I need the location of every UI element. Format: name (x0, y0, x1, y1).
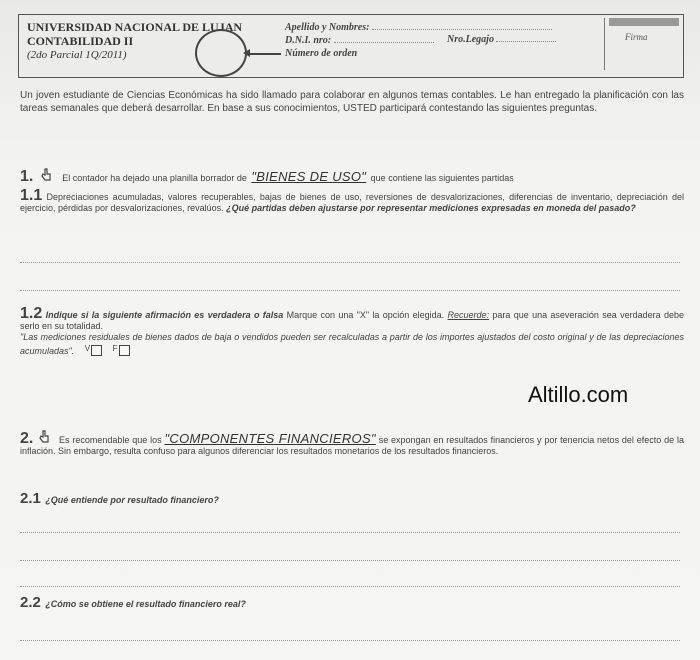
dni-label: D.N.I. nro: (285, 35, 332, 46)
exam-name: (2do Parcial 1Q/2011) (27, 49, 127, 61)
signature-tab (609, 18, 679, 26)
dni-field[interactable] (334, 42, 434, 43)
question-1-1 (20, 187, 684, 214)
question-1-tail: que contiene las siguientes partidas (370, 173, 514, 183)
answer-line[interactable] (20, 586, 680, 587)
question-2-text: se expongan en resultados financieros y por tenencia netos del efecto de la inflación. Sin embargo, resulta confuso para algunos diferenciar los resultados monetarios de los resultados financieros. (20, 435, 684, 456)
signature-label: Firma (625, 32, 648, 42)
question-2-title: "COMPONENTES FINANCIEROS" (164, 431, 376, 446)
legajo-label: Nro.Legajo (447, 34, 494, 45)
remember-text: para que una aseveración sea verdadera debe serlo en su totalidad. (20, 310, 684, 331)
question-2-1 (20, 490, 684, 508)
answer-line[interactable] (20, 560, 680, 561)
question-1-2-instruction: Indique si la siguiente afirmación es verdadera o falsa (45, 310, 284, 320)
answer-line[interactable] (20, 290, 680, 291)
answer-line[interactable] (20, 640, 680, 641)
order-number-circle[interactable] (195, 29, 247, 77)
question-1 (20, 168, 684, 186)
pointing-hand-icon (40, 168, 52, 182)
signature-box[interactable] (604, 18, 683, 70)
question-1-1-question: ¿Qué partidas deben ajustarse por representar mediciones expresadas en moneda del pasado? (226, 203, 636, 213)
remember-label: Recuerde: (447, 310, 490, 320)
question-2-intro: Es recomendable que los (59, 435, 162, 445)
surname-label: Apellido y Nombres: (285, 22, 370, 33)
question-1-2-number: 1.2 (20, 305, 43, 322)
question-1-2-statement: "Las mediciones residuales de bienes dados de baja o vendidos pueden ser recalculadas a partir de los importes ajustados del costo original y de las depreciaciones acumuladas". (20, 332, 684, 356)
intro-paragraph: Un joven estudiante de Ciencias Económicas ha sido llamado para colaborar en algunos temas contables. Le han entregado la planificación con las tareas semanales que deberá desarrollar. En base a sus conocimientos, USTED participará contestando las siguientes preguntas. (20, 90, 684, 114)
question-2-1-number: 2.1 (20, 490, 41, 507)
pointing-hand-icon (38, 430, 50, 444)
question-1-intro: El contador ha dejado una planilla borrador de (62, 173, 247, 183)
university-name: UNIVERSIDAD NACIONAL DE LUJAN (27, 20, 243, 34)
false-checkbox[interactable] (119, 345, 130, 356)
legajo-block (447, 34, 556, 45)
question-2-2-question: ¿Cómo se obtiene el resultado financiero real? (45, 599, 246, 609)
question-1-2-mark: Marque con una "X" la opción elegida. (286, 310, 445, 320)
legajo-field[interactable] (496, 41, 556, 42)
exam-header (18, 14, 684, 78)
question-1-1-number: 1.1 (20, 187, 43, 204)
order-label: Número de orden (285, 48, 358, 59)
question-2 (20, 430, 684, 457)
question-1-title: "BIENES DE USO" (251, 169, 367, 184)
answer-line[interactable] (20, 532, 680, 533)
true-label: V (84, 344, 91, 353)
surname-field[interactable] (372, 29, 552, 30)
question-2-2-number: 2.2 (20, 594, 41, 611)
question-1-1-text: Depreciaciones acumuladas, valores recuperables, bajas de bienes de uso, reversiones de desvalorizaciones, diferencias de inventario, depreciación del ejercicio, pérdidas por desvalorizaciones, revalúos. (20, 192, 684, 213)
question-1-number: 1. (20, 168, 34, 185)
question-2-2 (20, 594, 684, 612)
answer-line[interactable] (20, 262, 680, 263)
true-checkbox[interactable] (91, 345, 102, 356)
subject-name: CONTABILIDAD II (27, 34, 134, 48)
watermark-text: Altillo.com (528, 382, 629, 407)
arrow-left-icon (245, 53, 281, 55)
false-label: F (112, 344, 118, 353)
question-2-1-question: ¿Qué entiende por resultado financiero? (45, 495, 219, 505)
question-2-number: 2. (20, 430, 34, 447)
question-1-2 (20, 305, 684, 357)
